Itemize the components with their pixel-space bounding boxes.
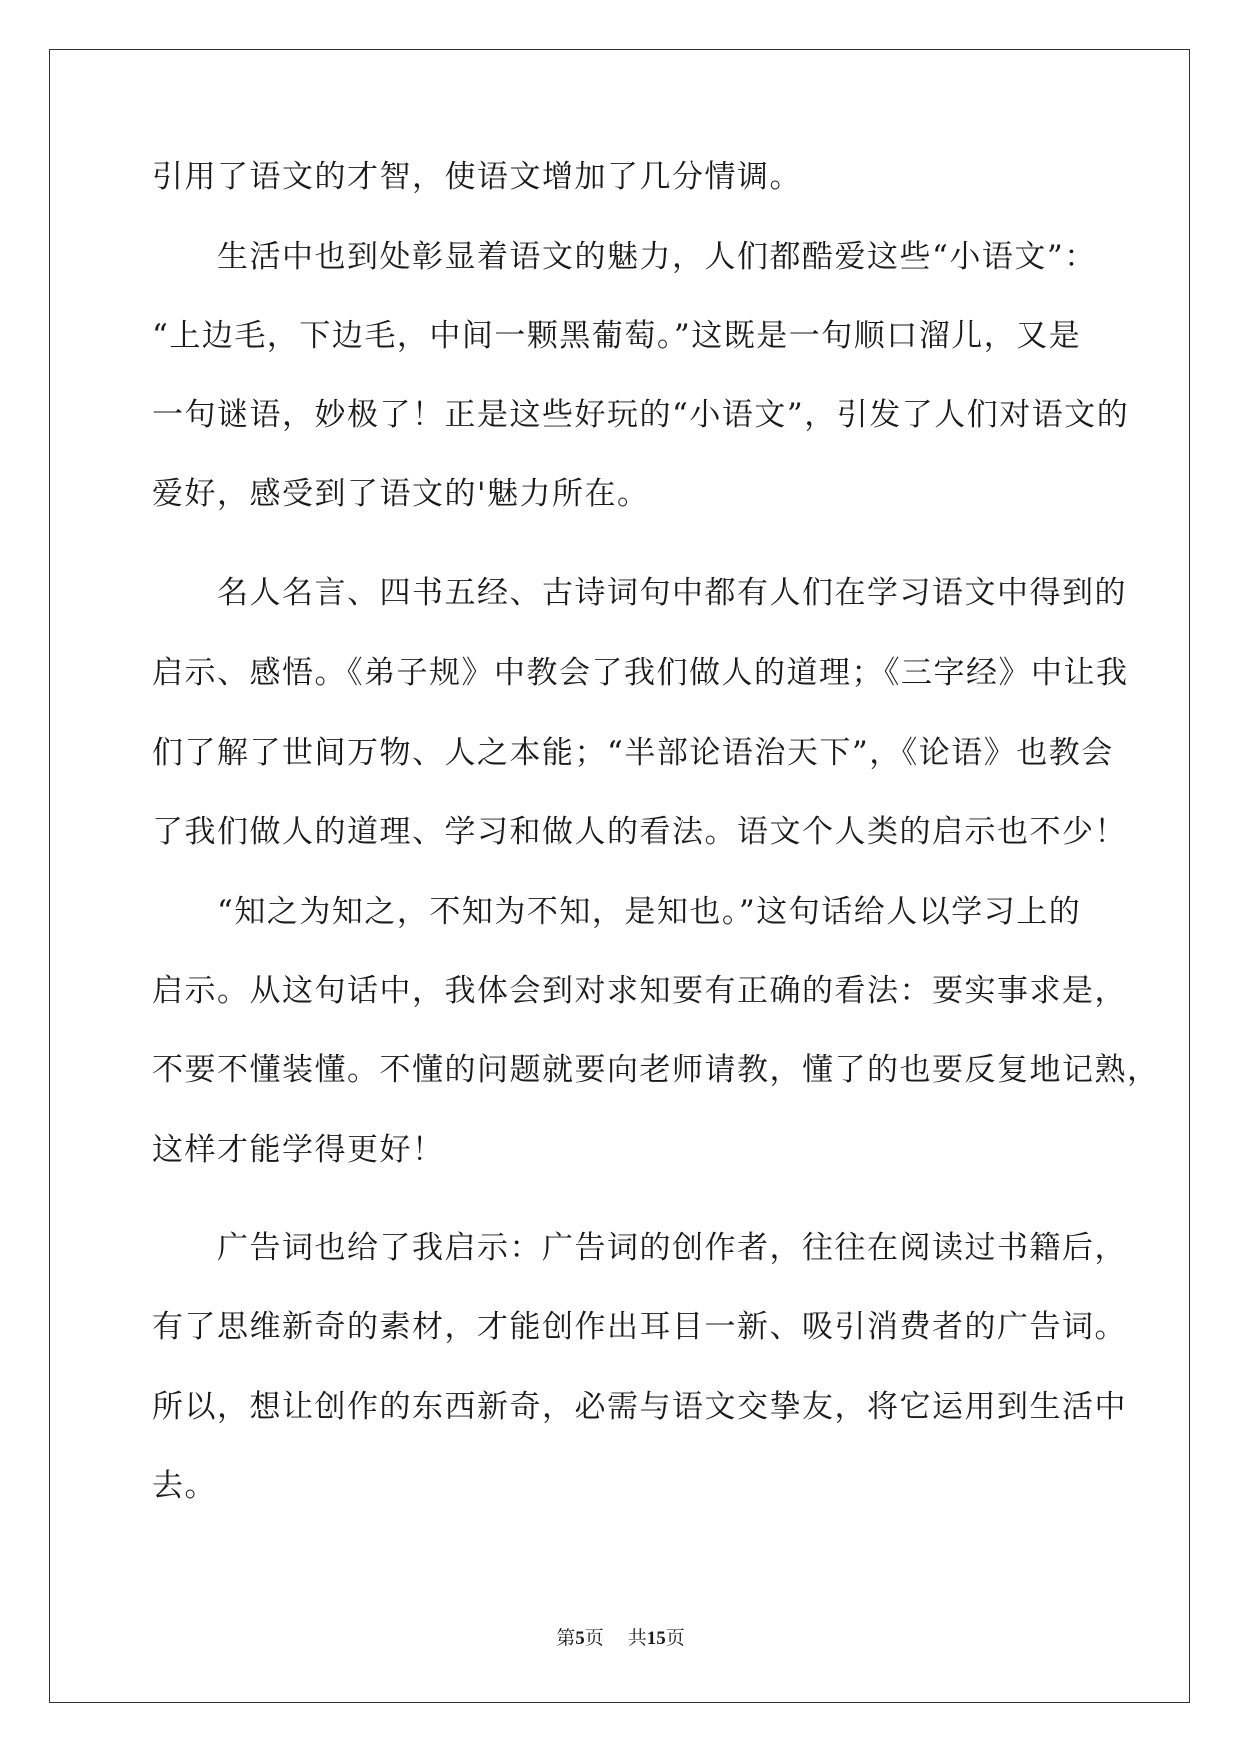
text-line: 一句谜语，妙极了！正是这些好玩的“小语文”，引发了人们对语文的 [152,397,1130,433]
text-line: 启示。从这句话中，我体会到对求知要有正确的看法：要实事求是， [152,973,1127,1009]
text-line: 不要不懂装懂。不懂的问题就要向老师请教，懂了的也要反复地记熟， [152,1052,1160,1088]
text-line: 们了解了世间万物、人之本能；“半部论语治天下”，《论语》也教会 [152,735,1114,771]
page-prefix: 第 [556,1627,576,1649]
page-suffix: 页 [584,1627,604,1649]
total-pages: 15 [646,1628,666,1649]
text-line: 了我们做人的道理、学习和做人的看法。语文个人类的启示也不少！ [152,814,1127,850]
total-suffix: 页 [665,1627,685,1649]
text-line: 生活中也到处彰显着语文的魅力，人们都酷爱这些“小语文”： [152,239,1097,275]
page-border [49,49,1190,1703]
text-line: 有了思维新奇的素材，才能创作出耳目一新、吸引消费者的广告词。 [152,1309,1127,1345]
text-line: 所以，想让创作的东西新奇，必需与语文交挚友，将它运用到生活中 [152,1389,1127,1425]
text-line: 名人名言、四书五经、古诗词句中都有人们在学习语文中得到的 [152,575,1127,611]
text-line: “上边毛，下边毛，中间一颗黑葡萄。”这既是一句顺口溜儿，又是 [152,318,1082,354]
text-line: 爱好，感受到了语文的'魅力所在。 [152,476,650,512]
text-line: 引用了语文的才智，使语文增加了几分情调。 [152,159,802,195]
text-line: 广告词也给了我启示：广告词的创作者，往往在阅读过书籍后， [152,1230,1127,1266]
text-line: 启示、感悟。《弟子规》中教会了我们做人的道理；《三字经》中让我 [152,655,1129,691]
text-line: 这样才能学得更好！ [152,1132,445,1168]
page-number: 5 [575,1628,585,1649]
page-footer [0,1626,1241,1651]
total-prefix: 共 [627,1627,647,1649]
text-line: “知之为知之，不知为不知，是知也。”这句话给人以学习上的 [152,894,1082,930]
text-line: 去。 [152,1468,217,1504]
